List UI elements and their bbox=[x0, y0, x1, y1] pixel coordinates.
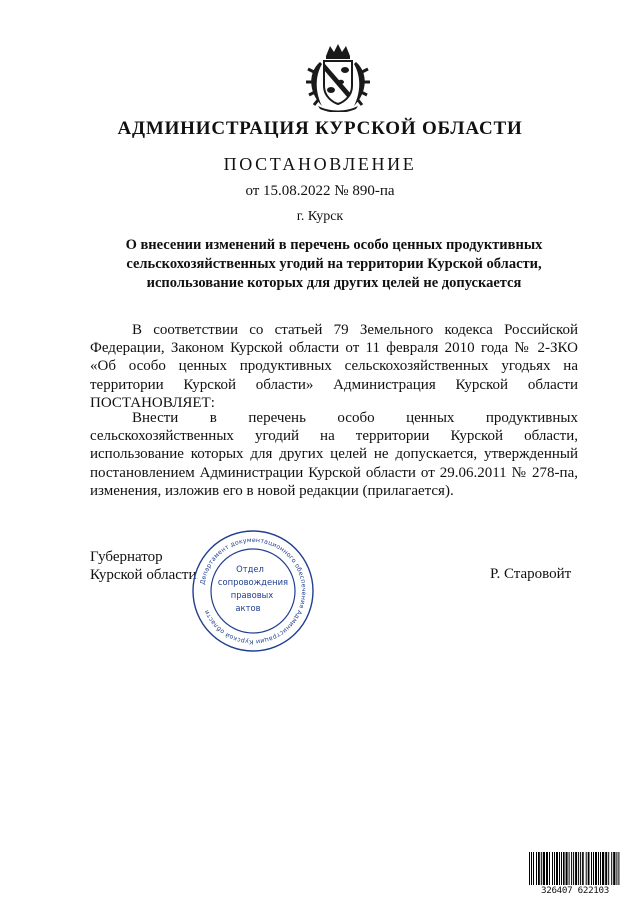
barcode-bar bbox=[552, 852, 553, 885]
barcode-bar bbox=[613, 852, 615, 885]
barcode-number: 326407 622103 bbox=[540, 885, 609, 896]
barcode-bar bbox=[575, 852, 577, 885]
official-stamp bbox=[190, 528, 316, 654]
barcode-bar bbox=[529, 852, 530, 885]
organization-name: АДМИНИСТРАЦИЯ КУРСКОЙ ОБЛАСТИ bbox=[117, 118, 523, 139]
barcode-bar bbox=[591, 852, 592, 885]
paragraph-text: Внести в перечень особо ценных продуктивных сельскохозяйственных угодий на территории Курской области, использование которых для других целей не допускается, утвержденный постановлением Администрации Курской области от 29.06.2011 № 278-па, изменения, изложив его в новой редакции (прилагается). bbox=[90, 410, 578, 499]
barcode-bar bbox=[582, 852, 584, 885]
document-date-number: от 15.08.2022 № 890-па bbox=[245, 183, 395, 199]
barcode-bar bbox=[593, 852, 594, 885]
stamp-inner-line: Отдел bbox=[236, 564, 264, 574]
position-line: Губернатор bbox=[90, 549, 163, 565]
paragraph-text: В соответствии со статьей 79 Земельного кодекса Российской Федерации, Законом Курской области от 11 февраля 2010 года № 2-ЗКО «Об особо ценных продуктивных сельскохозяйственных угодьях на территории Курской области» Администрация Курской области ПОСТАНОВЛЯЕТ: bbox=[90, 322, 578, 411]
barcode-bar bbox=[605, 852, 607, 885]
barcode-bars bbox=[528, 852, 622, 885]
barcode-bar bbox=[561, 852, 562, 885]
barcode-bar bbox=[566, 852, 568, 885]
barcode-bar bbox=[598, 852, 599, 885]
barcode-bar bbox=[556, 852, 558, 885]
stamp-outer-text: Департамент документационного обеспечения Администрации Курской области bbox=[199, 536, 308, 646]
barcode-bar bbox=[602, 852, 604, 885]
barcode-bar bbox=[538, 852, 540, 885]
barcode-bar bbox=[546, 852, 548, 885]
body-paragraph-legal-basis bbox=[90, 321, 578, 412]
barcode-bar bbox=[541, 852, 542, 885]
kursk-coat-of-arms-icon bbox=[304, 42, 372, 112]
barcode-bar bbox=[580, 852, 581, 885]
position-line: Курской области bbox=[90, 567, 197, 583]
title-line: сельскохозяйственных угодий на территории Курской области, bbox=[126, 256, 542, 272]
barcode-bar bbox=[608, 852, 609, 885]
document-city: г. Курск bbox=[296, 209, 344, 224]
stamp-inner-line: актов bbox=[235, 603, 261, 613]
stamp-inner-line: правовых bbox=[230, 590, 274, 600]
barcode bbox=[528, 852, 622, 900]
signatory-position bbox=[90, 548, 196, 584]
barcode-bar bbox=[571, 852, 572, 885]
barcode-bar bbox=[536, 852, 537, 885]
body-paragraph-resolution bbox=[90, 409, 578, 500]
barcode-bar bbox=[563, 852, 565, 885]
barcode-bar bbox=[569, 852, 570, 885]
barcode-bar bbox=[578, 852, 579, 885]
barcode-bar bbox=[616, 852, 617, 885]
barcode-bar bbox=[600, 852, 601, 885]
barcode-bar bbox=[573, 852, 574, 885]
barcode-bar bbox=[559, 852, 560, 885]
stamp-inner-line: сопровождения bbox=[217, 577, 289, 587]
barcode-bar bbox=[554, 852, 555, 885]
barcode-bar bbox=[586, 852, 587, 885]
title-line: использование которых для других целей не допускается bbox=[146, 275, 522, 291]
barcode-bar bbox=[531, 852, 532, 885]
barcode-bar bbox=[618, 852, 619, 885]
signatory-name: Р. Старовойт bbox=[490, 566, 572, 582]
document-type: ПОСТАНОВЛЕНИЕ bbox=[223, 154, 417, 174]
title-line: О внесении изменений в перечень особо ценных продуктивных bbox=[125, 237, 543, 253]
barcode-bar bbox=[543, 852, 545, 885]
barcode-bar bbox=[595, 852, 597, 885]
document-title bbox=[60, 236, 608, 293]
barcode-bar bbox=[533, 852, 534, 885]
barcode-bar bbox=[549, 852, 550, 885]
barcode-bar bbox=[611, 852, 612, 885]
barcode-bar bbox=[588, 852, 590, 885]
